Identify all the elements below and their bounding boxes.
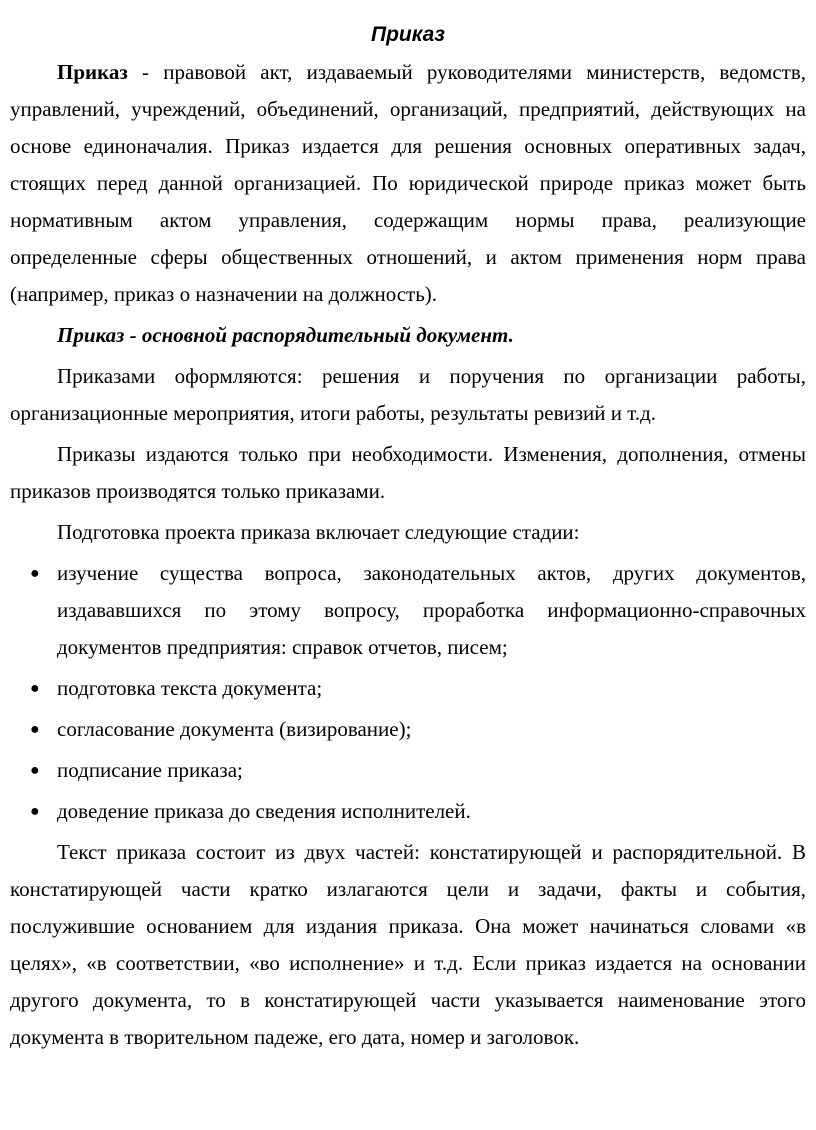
list-item-text: доведение приказа до сведения исполнителей. (57, 799, 471, 823)
paragraph-issued: Приказы издаются только при необходимости. Изменения, дополнения, отмены приказов производятся только приказами. (10, 442, 806, 503)
intro-term: Приказ (57, 60, 128, 84)
bullet-icon: ● (30, 721, 40, 738)
bullet-icon: ● (30, 680, 40, 697)
intro-text: - правовой акт, издаваемый руководителями министерств, ведомств, управлений, учреждений, объединений, организаций, предприятий, действующих на основе единоначалия. Приказ издается для решения основных оперативных задач, стоящих перед данной организацией. По юридической природе приказ может быть нормативным актом управления, содержащим нормы права, реализующие определенные сферы общественных отношений, и актом применения норм права (например, приказ о назначении на должность). (10, 60, 806, 306)
subheading: Приказ - основной распорядительный документ. (57, 323, 514, 347)
list-item-text: изучение существа вопроса, законодательных актов, других документов, издававшихся по этому вопросу, проработка информационно-справочных документов предприятия: справок отчетов, писем; (57, 561, 806, 659)
bullet-icon: ● (30, 565, 40, 582)
stages-list (10, 555, 806, 830)
document-title: Приказ (370, 23, 446, 46)
document-page (10, 20, 806, 1060)
paragraph-stages-intro: Подготовка проекта приказа включает следующие стадии: (57, 520, 580, 544)
list-item (10, 555, 806, 666)
list-item-text: подготовка текста документа; (57, 676, 323, 700)
list-item-text: подписание приказа; (57, 758, 243, 782)
bullet-icon: ● (30, 762, 40, 779)
list-item (10, 793, 806, 830)
list-item (10, 752, 806, 789)
closing-paragraph: Текст приказа состоит из двух частей: констатирующей и распорядительной. В констатирующей части кратко излагаются цели и задачи, факты и события, послужившие основанием для издания приказа. Она может начинаться словами «в целях», «в соответствии, «во исполнение» и т.д. Если приказ издается на основании другого документа, то в констатирующей части указывается наименование этого документа в творительном падеже, его дата, номер и заголовок. (10, 840, 806, 1049)
list-item (10, 711, 806, 748)
paragraph-formalized: Приказами оформляются: решения и поручения по организации работы, организационные мероприятия, итоги работы, результаты ревизий и т.д. (10, 364, 806, 425)
list-item (10, 670, 806, 707)
bullet-icon: ● (30, 803, 40, 820)
intro-paragraph (10, 54, 806, 313)
list-item-text: согласование документа (визирование); (57, 717, 412, 741)
